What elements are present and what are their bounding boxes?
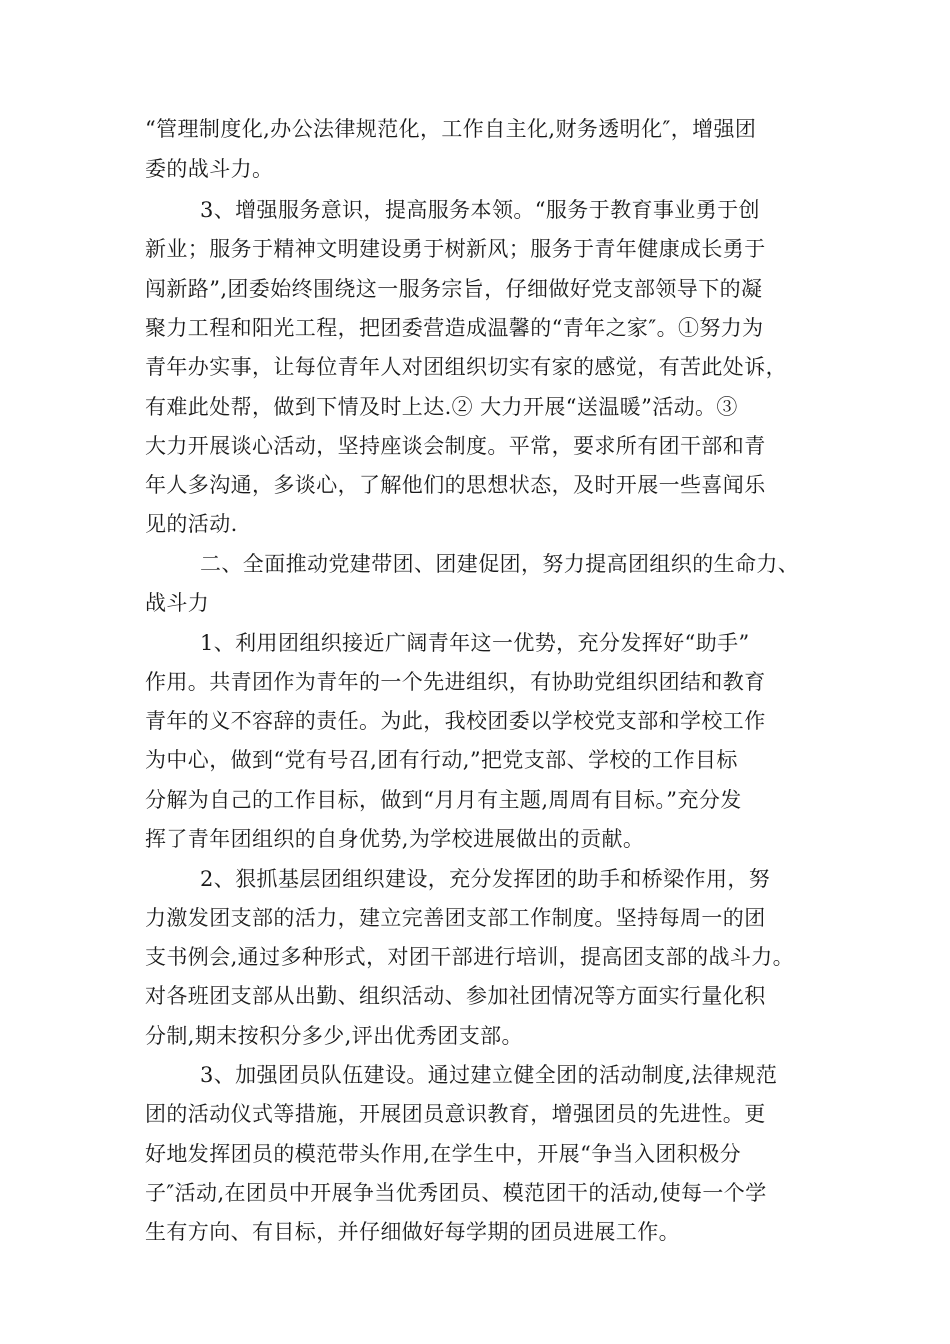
text-line: 委的战斗力。 — [145, 157, 274, 181]
text-line: 闯新路”,团委始终围绕这一服务宗旨，仔细做好党支部领导下的凝 — [145, 277, 763, 301]
text-line: 聚力工程和阳光工程，把团委营造成温馨的“青年之家″。①努力为 — [145, 316, 764, 340]
text-line: 支书例会,通过多种形式，对团干部进行培训，提高团支部的战斗力。 — [145, 945, 795, 969]
text-line: 青年的义不容辞的责任。为此，我校团委以学校党支部和学校工作 — [145, 709, 766, 733]
paragraph-start-line: 2、狠抓基层团组织建设，充分发挥团的助手和桥梁作用，努 — [200, 867, 771, 891]
text-line: 分制,期末按积分多少,评出优秀团支部。 — [145, 1024, 523, 1048]
paragraph-start-line: 3、增强服务意识，提高服务本领。“服务于教育事业勇于创 — [200, 198, 760, 222]
text-line: 为中心，做到“党有号召,团有行动,”把党支部、学校的工作目标 — [145, 748, 738, 772]
section-heading-continued: 战斗力 — [145, 591, 210, 615]
text-line: 有难此处帮，做到下情及时上达.② 大力开展“送温暖”活动。③ — [145, 395, 738, 419]
text-line: 大力开展谈心活动，坚持座谈会制度。平常，要求所有团干部和青 — [145, 434, 766, 458]
text-line: 年人多沟通，多谈心，了解他们的思想状态，及时开展一些喜闻乐 — [145, 473, 766, 497]
section-heading: 二、全面推动党建带团、团建促团，努力提高团组织的生命力、 — [200, 552, 800, 576]
text-line: 分解为自己的工作目标，做到“月月有主题,周周有目标。”充分发 — [145, 788, 742, 812]
text-line: 生有方向、有目标，并仔细做好每学期的团员进展工作。 — [145, 1220, 680, 1244]
text-line: 挥了青年团组织的自身优势,为学校进展做出的贡献。 — [145, 827, 645, 851]
text-line: 力激发团支部的活力，建立完善团支部工作制度。坚持每周一的团 — [145, 906, 766, 930]
text-line: 作用。共青团作为青年的一个先进组织，有协助党组织团结和教育 — [145, 670, 766, 694]
paragraph-start-line: 3、加强团员队伍建设。通过建立健全团的活动制度,法律规范 — [200, 1063, 778, 1087]
text-line: 子″活动,在团员中开展争当优秀团员、模范团干的活动,使每一个学 — [145, 1181, 767, 1205]
paragraph-start-line: 1、利用团组织接近广阔青年这一优势，充分发挥好“助手” — [200, 631, 750, 655]
text-line: “管理制度化,办公法律规范化，工作自主化,财务透明化″，增强团 — [145, 117, 757, 141]
text-line: 对各班团支部从出勤、组织活动、参加社团情况等方面实行量化积 — [145, 984, 766, 1008]
text-line: 青年办实事，让每位青年人对团组织切实有家的感觉，有苦此处诉， — [145, 355, 787, 379]
text-line: 新业；服务于精神文明建设勇于树新风；服务于青年健康成长勇于 — [145, 237, 766, 261]
text-line: 团的活动仪式等措施，开展团员意识教育，增强团员的先进性。更 — [145, 1102, 766, 1126]
text-line: 见的活动. — [145, 512, 238, 536]
text-line: 好地发挥团员的模范带头作用,在学生中，开展“争当入团积极分 — [145, 1142, 742, 1166]
